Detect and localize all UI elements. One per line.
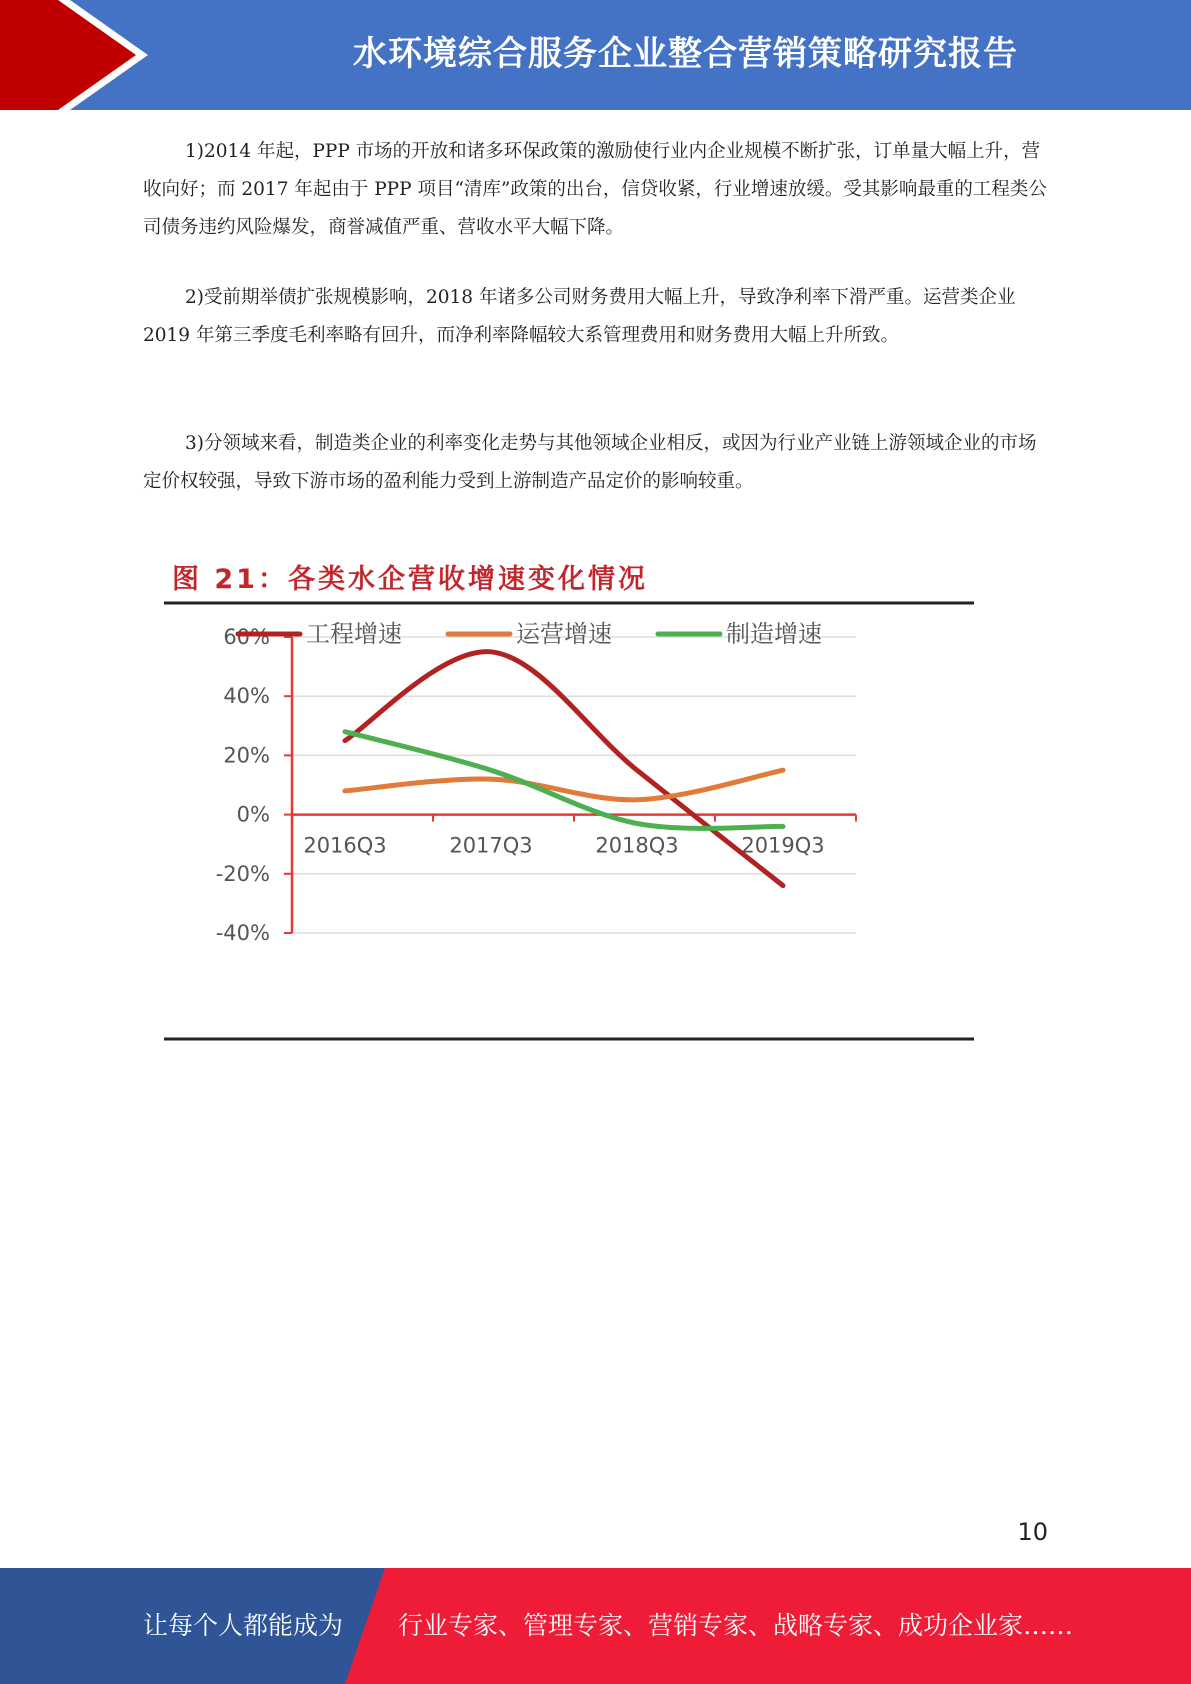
- paragraph-1: 1)2014 年起，PPP 市场的开放和诸多环保政策的激励使行业内企业规模不断扩张，订单量大幅上升，营收向好；而 2017 年起由于 PPP 项目“清库”政策的出台，信贷收紧，行业增速放缓。受其影响最重的工程类公司债务违约风险爆发，商誉减值严重、营收水平大幅下降。: [143, 141, 1047, 238]
- series-lines: [345, 652, 783, 886]
- x-tick-label: 2019Q3: [741, 833, 825, 858]
- y-tick-label: 0%: [236, 802, 270, 827]
- y-tick-label: 20%: [223, 743, 270, 768]
- x-tick-label: 2017Q3: [449, 833, 533, 858]
- axes: [284, 637, 856, 933]
- page-number: 10: [1017, 1518, 1048, 1546]
- page-header: [0, 0, 1191, 110]
- y-tick-label: -40%: [215, 921, 270, 945]
- y-tick-label: 40%: [223, 684, 270, 709]
- paragraph-3: 3)分领域来看，制造类企业的利率变化走势与其他领域企业相反，或因为行业产业链上游领域企业的市场定价权较强，导致下游市场的盈利能力受到上游制造产品定价的影响较重。: [143, 433, 1037, 492]
- legend: [238, 620, 822, 648]
- report-title: 水环境综合服务企业整合营销策略研究报告: [353, 34, 1018, 74]
- footer-slogan-right: 行业专家、管理专家、营销专家、战略专家、成功企业家……: [398, 1611, 1074, 1640]
- chart-title: 图 21：各类水企营收增速变化情况: [172, 564, 648, 595]
- y-tick-label: -20%: [215, 861, 270, 886]
- x-tick-labels: [303, 834, 824, 858]
- legend-label: 工程增速: [306, 620, 402, 648]
- footer-slogan-left: 让每个人都能成为: [143, 1611, 344, 1640]
- series-line-1: [345, 652, 783, 886]
- paragraph-2: 2)受前期举债扩张规模影响，2018 年诸多公司财务费用大幅上升，导致净利率下滑严重。运营类企业 2019 年第三季度毛利率略有回升，而净利率降幅较大系管理费用和财务费用大幅上升所致。: [143, 287, 1016, 346]
- x-tick-label: 2016Q3: [303, 833, 387, 858]
- legend-label: 制造增速: [726, 620, 822, 648]
- series-line-2: [345, 770, 783, 800]
- x-tick-label: 2018Q3: [595, 833, 679, 858]
- y-tick-label: 60%: [223, 625, 270, 649]
- legend-label: 运营增速: [516, 620, 612, 648]
- chart-canvas: [150, 555, 980, 1045]
- y-tick-labels: [216, 625, 270, 945]
- page-footer: [0, 1568, 1191, 1684]
- growth-chart: [150, 555, 980, 1045]
